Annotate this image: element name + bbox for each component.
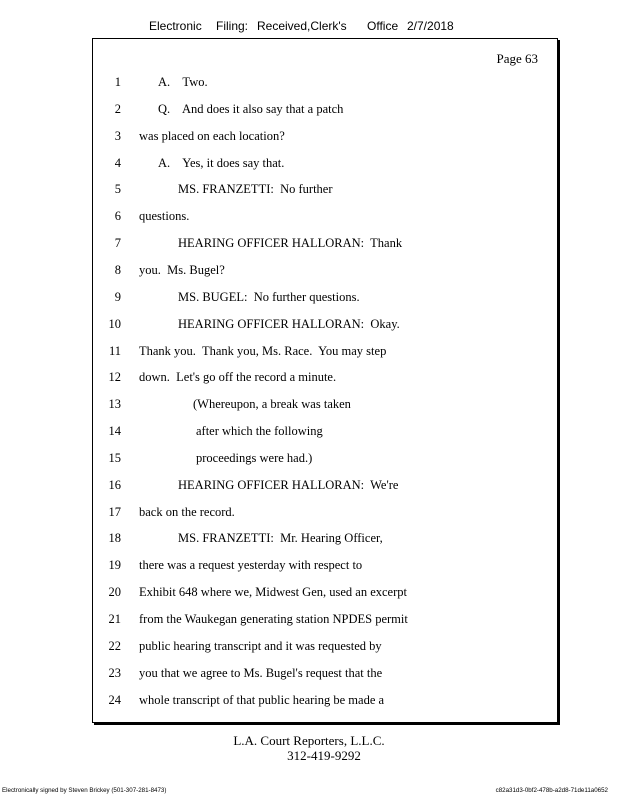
line-number: 16 [108, 477, 121, 492]
line-text: down. Let's go off the record a minute. [139, 370, 337, 385]
line-number: 2 [114, 101, 121, 116]
line-text: you that we agree to Ms. Bugel's request that the [139, 665, 383, 680]
line-text: MS. FRANZETTI: Mr. Hearing Officer, [178, 531, 383, 546]
header-electronic: Electronic [149, 19, 202, 33]
header-filing: Filing: [216, 19, 249, 33]
line-text: HEARING OFFICER HALLORAN: Thank [178, 236, 403, 251]
line-number: 10 [108, 316, 121, 331]
line-number: 14 [108, 424, 121, 439]
transcript-page [92, 38, 558, 723]
line-number: 8 [114, 262, 121, 277]
line-number: 12 [108, 370, 121, 385]
line-number: 1 [114, 75, 121, 89]
line-number: 5 [114, 182, 121, 197]
line-text: questions. [139, 209, 190, 224]
line-text: MS. FRANZETTI: No further [178, 182, 333, 197]
line-number: 22 [108, 638, 121, 653]
line-number: 4 [114, 155, 121, 170]
line-number: 24 [108, 692, 121, 707]
line-number: 3 [114, 128, 121, 143]
line-text: HEARING OFFICER HALLORAN: Okay. [178, 316, 400, 331]
line-number: 15 [108, 450, 121, 465]
line-text: (Whereupon, a break was taken [193, 397, 351, 412]
e-signature-left: Electronically signed by Steven Brickey (501-307-281-8473) [2, 787, 167, 794]
line-text: was placed on each location? [139, 128, 285, 143]
header-received: Received,Clerk's [257, 19, 347, 33]
line-text: MS. BUGEL: No further questions. [178, 289, 360, 304]
line-text: you. Ms. Bugel? [139, 262, 225, 277]
line-text: public hearing transcript and it was requested by [139, 638, 382, 653]
line-text: after which the following [196, 424, 323, 439]
header-office: Office [367, 19, 399, 33]
line-text: HEARING OFFICER HALLORAN: We're [178, 477, 399, 492]
line-text: A. Two. [158, 75, 208, 89]
line-text: Q. And does it also say that a patch [158, 101, 344, 116]
line-number: 7 [114, 236, 121, 251]
line-number: 11 [108, 343, 121, 358]
page-number: Page 63 [496, 51, 538, 66]
line-text: Thank you. Thank you, Ms. Race. You may step [139, 343, 387, 358]
line-number: 18 [108, 531, 121, 546]
line-number: 17 [108, 504, 121, 519]
line-number: 23 [108, 665, 121, 680]
line-text: A. Yes, it does say that. [158, 155, 285, 170]
line-number: 19 [108, 558, 121, 573]
line-number: 9 [114, 289, 121, 304]
line-number: 6 [114, 209, 121, 224]
line-text: from the Waukegan generating station NPDES permit [139, 612, 408, 626]
line-number: 13 [108, 397, 121, 412]
line-text: whole transcript of that public hearing be made a [139, 692, 385, 707]
e-signature-right: c82a31d3-0bf2-478b-a2d8-71de11a0652 [495, 787, 608, 794]
line-text: there was a request yesterday with respect to [139, 558, 363, 573]
header-date: 2/7/2018 [407, 19, 454, 33]
reporter-company: L.A. Court Reporters, L.L.C. [233, 733, 385, 748]
line-text: back on the record. [139, 504, 235, 519]
reporter-phone: 312-419-9292 [287, 748, 361, 763]
line-number: 20 [108, 585, 121, 600]
line-number: 21 [108, 612, 121, 626]
line-text: Exhibit 648 where we, Midwest Gen, used an excerpt [139, 585, 407, 600]
line-text: proceedings were had.) [196, 450, 313, 465]
